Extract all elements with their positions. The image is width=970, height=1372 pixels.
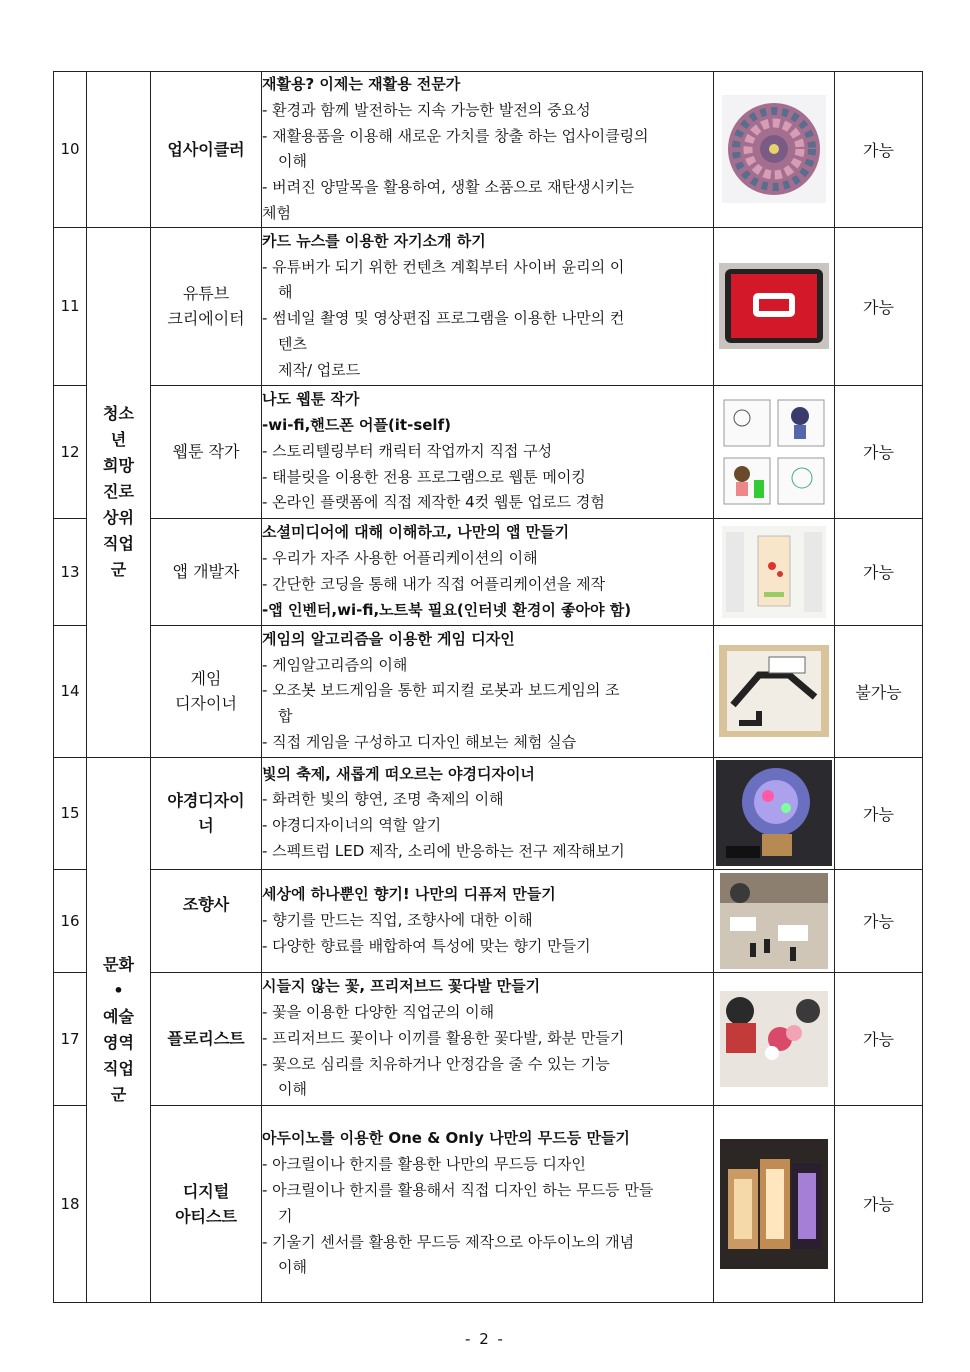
availability: 가능 (835, 972, 923, 1105)
photo-cell (714, 385, 835, 518)
led-globe-image (716, 760, 832, 866)
app-inventor-screen-image (722, 526, 826, 618)
category-label: • (113, 980, 124, 1000)
desc-line: - 스토리텔링부터 캐릭터 작업까지 직접 구성 (262, 441, 553, 460)
category-label: 문화 (103, 954, 134, 974)
desc-line: - 유튜버가 되기 위한 컨텐츠 계획부터 사이버 윤리의 이 (262, 257, 625, 276)
photo-cell (714, 625, 835, 757)
job-title: 앱 개발자 (151, 518, 262, 625)
availability: 가능 (835, 72, 923, 228)
category-label: 청소 (103, 404, 134, 424)
job-title: 크리에이터 (167, 309, 245, 329)
row-number: 12 (54, 385, 87, 518)
desc-line: 합 (278, 707, 293, 726)
desc-line: - 태블릿을 이용한 전용 프로그램으로 웹툰 메이킹 (262, 467, 586, 486)
mood-lamp-image (720, 1139, 828, 1269)
desc-line: 이해 (278, 1258, 307, 1277)
program-description (262, 1105, 714, 1302)
program-title: 재활용? 이제는 재활용 전문가 (262, 75, 461, 93)
job-title: 웹툰 작가 (151, 385, 262, 518)
program-description (262, 518, 714, 625)
flower-class-image (720, 991, 828, 1087)
diffuser-workshop-image (720, 873, 828, 969)
desc-line: - 야경디자이너의 역할 알기 (262, 816, 442, 835)
program-description (262, 227, 714, 385)
desc-line: - 게임알고리즘의 이해 (262, 655, 408, 674)
job-title: 아티스트 (175, 1206, 237, 1226)
desc-line: 해 (278, 283, 293, 302)
desc-line: - 우리가 자주 사용한 어플리케이션의 이해 (262, 548, 538, 567)
category-label: 년 (110, 430, 127, 450)
desc-line: - 오조봇 보드게임을 통한 피지컬 로봇과 보드게임의 조 (262, 681, 620, 700)
desc-line: 체험 (262, 203, 291, 222)
availability: 가능 (835, 1105, 923, 1302)
job-title: 너 (198, 816, 214, 836)
job-title: 유튜브 (182, 284, 230, 304)
job-title: 디지털 (182, 1181, 230, 1201)
job-title: 업사이클러 (151, 72, 262, 228)
page-number: - 2 - (465, 1330, 505, 1348)
category-label: 직업 (103, 534, 134, 554)
row-number: 13 (54, 518, 87, 625)
photo-cell (714, 757, 835, 869)
job-title: 플로리스트 (151, 972, 262, 1105)
desc-line: 텐츠 (278, 335, 307, 354)
program-title: 소셜미디어에 대해 이해하고, 나만의 앱 만들기 (262, 523, 570, 542)
availability: 가능 (835, 757, 923, 869)
row-number: 14 (54, 625, 87, 757)
desc-line: - 버려진 양말목을 활용하여, 생활 소품으로 재탄생시키는 (262, 178, 635, 197)
availability: 가능 (835, 869, 923, 972)
desc-line: - 화려한 빛의 향연, 조명 축제의 이해 (262, 790, 504, 809)
desc-line: - 꽃을 이용한 다양한 직업군의 이해 (262, 1003, 495, 1022)
table-row (54, 227, 923, 385)
desc-line: 기 (278, 1206, 293, 1225)
category-label: 진로 (103, 482, 134, 502)
program-title: 나도 웹툰 작가 (262, 390, 360, 409)
knitted-coaster-image (722, 95, 826, 203)
program-table (53, 71, 923, 1303)
program-description (262, 757, 714, 869)
desc-line: - 꽃으로 심리를 치유하거나 안정감을 줄 수 있는 기능 (262, 1054, 610, 1073)
row-number: 17 (54, 972, 87, 1105)
desc-line: - 프리저브드 꽃이나 이끼를 활용한 꽃다발, 화분 만들기 (262, 1028, 625, 1047)
category-label: 희망 (103, 456, 134, 476)
desc-line: - 스펙트럼 LED 제작, 소리에 반응하는 전구 제작해보기 (262, 842, 625, 861)
desc-line: - 아크릴이나 한지를 활용한 나만의 무드등 디자인 (262, 1155, 586, 1174)
desc-line: - 환경과 함께 발전하는 지속 가능한 발전의 중요성 (262, 100, 591, 119)
desc-line: - 재활용품을 이용해 새로운 가치를 창출 하는 업사이클링의 (262, 126, 649, 145)
category-cell-empty (87, 72, 151, 228)
program-description (262, 72, 714, 228)
availability: 가능 (835, 518, 923, 625)
table-row (54, 972, 923, 1105)
desc-line: - 향기를 만드는 직업, 조향사에 대한 이해 (262, 910, 533, 929)
row-number: 16 (54, 869, 87, 972)
job-title: 게임 (190, 669, 222, 689)
photo-cell (714, 227, 835, 385)
program-description (262, 869, 714, 972)
availability: 가능 (835, 227, 923, 385)
row-number: 15 (54, 757, 87, 869)
table-row (54, 72, 923, 228)
photo-cell (714, 72, 835, 228)
row-number: 11 (54, 227, 87, 385)
desc-line: - 온라인 플랫폼에 직접 제작한 4컷 웹툰 업로드 경험 (262, 493, 605, 512)
category-art (87, 757, 151, 1302)
desc-line: - 간단한 코딩을 통해 내가 직접 어플리케이션을 제작 (262, 574, 606, 593)
job-title: 디자이너 (175, 694, 237, 714)
desc-line: - 썸네일 촬영 및 영상편집 프로그램을 이용한 나만의 컨 (262, 309, 625, 328)
desc-line: - 직접 게임을 구성하고 디자인 해보는 체험 실습 (262, 732, 577, 751)
table-row (54, 518, 923, 625)
desc-line: - 기울기 센서를 활용한 무드등 제작으로 아두이노의 개념 (262, 1232, 635, 1251)
row-number: 10 (54, 72, 87, 228)
desc-line: 이해 (278, 152, 307, 171)
program-description (262, 385, 714, 518)
program-description (262, 625, 714, 757)
category-label: 직업 (103, 1058, 134, 1078)
program-title: 시들지 않는 꽃, 프리저브드 꽃다발 만들기 (262, 977, 541, 996)
table-row (54, 625, 923, 757)
program-title: 카드 뉴스를 이용한 자기소개 하기 (262, 231, 486, 250)
desc-line: 제작/ 업로드 (278, 360, 361, 379)
job-title (151, 1105, 262, 1302)
desc-line: - 다양한 향료를 배합하여 특성에 맞는 향기 만들기 (262, 936, 591, 955)
youtube-tablet-image (719, 263, 829, 349)
category-label: 상위 (103, 508, 134, 528)
category-label: 예술 (103, 1006, 134, 1026)
table-row (54, 869, 923, 972)
desc-line: -앱 인벤터,wi-fi,노트북 필요(인터넷 환경이 좋아야 함) (262, 600, 632, 619)
category-label: 군 (110, 1084, 127, 1104)
program-title: 아두이노를 이용한 One & Only 나만의 무드등 만들기 (262, 1129, 630, 1148)
photo-cell (714, 972, 835, 1105)
photo-cell (714, 869, 835, 972)
photo-cell (714, 518, 835, 625)
program-title: 빛의 축제, 새롭게 떠오르는 야경디자이너 (262, 764, 535, 783)
table-row (54, 385, 923, 518)
webtoon-panels-image (722, 396, 826, 508)
category-label (87, 401, 150, 583)
category-label (87, 952, 150, 1108)
job-title (151, 227, 262, 385)
availability: 가능 (835, 385, 923, 518)
program-description (262, 972, 714, 1105)
category-label: 영역 (103, 1032, 134, 1052)
photo-cell (714, 1105, 835, 1302)
category-youth (87, 227, 151, 757)
row-number: 18 (54, 1105, 87, 1302)
job-title: 조향사 (151, 869, 262, 972)
board-game-image (719, 645, 829, 737)
availability: 불가능 (835, 625, 923, 757)
desc-line: - 아크릴이나 한지를 활용해서 직접 디자인 하는 무드등 만들 (262, 1180, 654, 1199)
job-title: 야경디자이 (167, 791, 245, 811)
desc-line: -wi-fi,핸드폰 어플(it-self) (262, 416, 451, 435)
job-title (151, 757, 262, 869)
job-title (151, 625, 262, 757)
program-title: 세상에 하나뿐인 향기! 나만의 디퓨저 만들기 (262, 885, 556, 904)
table-row (54, 1105, 923, 1302)
desc-line: 이해 (278, 1080, 307, 1099)
table-row (54, 757, 923, 869)
category-label: 군 (110, 560, 127, 580)
program-title: 게임의 알고리즘을 이용한 게임 디자인 (262, 629, 515, 648)
